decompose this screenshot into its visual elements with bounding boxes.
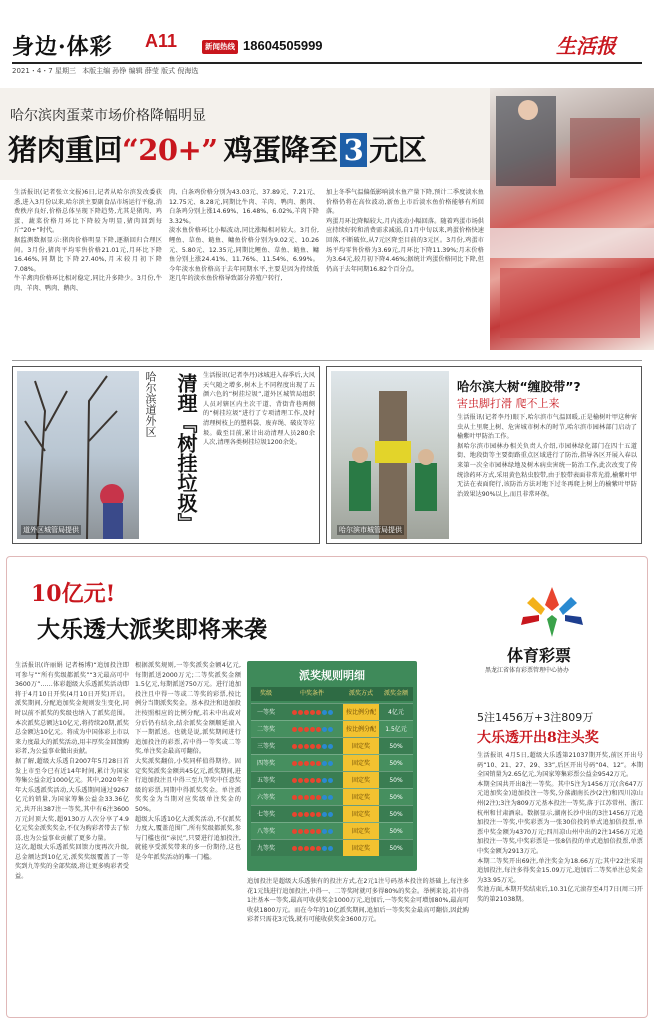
prize-amount: 50% — [389, 777, 403, 784]
belt-photo — [331, 371, 449, 539]
ball-icon — [292, 812, 297, 817]
ball-icon — [292, 829, 297, 834]
lotto-title-b: 大乐透大派奖即将来袭 — [37, 616, 267, 643]
prize-method: 按比例分配 — [343, 704, 379, 720]
prize-method: 固定奖 — [343, 738, 379, 754]
ball-icon — [316, 795, 321, 800]
sports-lottery-brand: 体育彩票 — [507, 646, 572, 665]
lotto-column-1: 生活报讯(许丽娟 记者杨博)“追加投注即可参与”“所有奖级都派奖”“3元最高可中3600万”……体彩超级大乐透派奖活动即将于4月10日开奖(4月10日开奖)开启。派奖期间,分配追加奖金规则发生变化,同时以前不派奖的奖级也纳入了派奖范围。本次派奖总额达10亿元,将持续20期,派奖总金额达10亿元。将成为中国体彩上市以来力度最大的派奖活动,用丰厚奖金回馈购彩者,为公益事业做出贡献。 据了解,超级大乐透自2007年5月28日首发上市至今已有近14年时间,累计为国家筹集公益金近1000亿元。其中,2020年全年大乐透派奖活动,大乐透期间通过9267亿元的销量,为国家筹集公益金33.36亿元,共开出387注一等奖,其中有6注3600万元封顶大奖,超9130万人次分享了4.9亿元奖金派奖奖金,不仅为购彩者带去了惊喜,也为公益事业贡献了更多力量。 这次,超级大乐透派奖回馈力度再次升级,总金额达到10亿元,派奖奖级覆盖了一等奖到九等奖的全部奖级,将让更多购彩者受益。 — [15, 662, 129, 881]
lotto-section — [6, 556, 648, 1018]
ball-icon — [316, 744, 321, 749]
prize-table-header — [251, 687, 413, 701]
header-method: 派奖方式 — [348, 690, 373, 697]
tree-photo — [17, 371, 139, 539]
lead-column-2: 肉、白条鸡价格分别为43.03元、37.89元、7.21元、12.75元、8.28元,同期比牛肉、羊肉、鸭肉、鹅肉、白条鸡分别上涨14.69%、16.48%、6.02%,羊肉下降3.32%。 淡水鱼价格环比小幅波动,同比涨幅相对较大。3月份,鲤鱼、草鱼、鲢鱼、鳙鱼价格分别为9.02元、10.26元、5.80元、12.35元,同期比鲤鱼、草鱼、鲢鱼、鳙鱼分别上涨24.41%、11.76%、11.54%、6.99%。今年淡水鱼价格高于去年同期水平,主要是因为持续低迷几年的淡水鱼价格导致部分养殖户转行, — [169, 189, 319, 283]
header-amount: 派奖金额 — [383, 690, 408, 697]
ball-icon — [328, 744, 333, 749]
ball-icon — [292, 846, 297, 851]
headline-part-yuan: 元区 — [369, 133, 427, 167]
prize-condition-balls — [281, 738, 343, 754]
ball-icon — [310, 812, 315, 817]
ball-icon — [292, 727, 297, 732]
belt-subtitle: 害虫脚打滑 爬不上来 — [457, 397, 560, 410]
ball-icon — [316, 812, 321, 817]
ball-icon — [328, 846, 333, 851]
tree-title — [163, 373, 197, 533]
prize-amount: 50% — [389, 794, 403, 801]
prize-condition-balls — [281, 721, 343, 737]
sports-lottery-logo-icon — [507, 581, 597, 641]
ball-icon — [328, 829, 333, 834]
ball-icon — [328, 795, 333, 800]
ball-icon — [322, 778, 327, 783]
tree-story — [12, 366, 320, 544]
ball-icon — [322, 744, 327, 749]
prize-method: 固定奖 — [343, 806, 379, 822]
prize-row — [251, 720, 413, 737]
ball-icon — [310, 761, 315, 766]
belt-title: 哈尔滨大树“缠胶带”? — [457, 379, 581, 394]
hotline-label: 新闻热线 — [205, 42, 235, 51]
prize-method: 固定奖 — [343, 823, 379, 839]
ball-icon — [298, 778, 303, 783]
ball-icon — [322, 829, 327, 834]
prize-amount: 1.5亿元 — [385, 726, 407, 733]
prize-method: 固定奖 — [343, 789, 379, 805]
prize-amount: 50% — [389, 845, 403, 852]
divider-1 — [12, 360, 642, 361]
prize-amount: 50% — [389, 760, 403, 767]
ball-icon — [310, 727, 315, 732]
ball-icon — [292, 744, 297, 749]
section-title: 身边·体彩 — [12, 34, 113, 60]
belt-story — [326, 366, 642, 544]
market-photo-graphic — [490, 88, 654, 350]
ball-icon — [298, 829, 303, 834]
prize-amount: 50% — [389, 743, 403, 750]
header-level: 奖级 — [259, 690, 272, 697]
ball-icon — [304, 778, 309, 783]
ball-icon — [316, 727, 321, 732]
prize-amount: 4亿元 — [388, 709, 404, 716]
editor-text: 本版主编 孙铮 编辑 薛莹 版式 倪海选 — [82, 67, 199, 75]
draw-kicker: 5注1456万+3注809万 — [477, 711, 594, 724]
headline-part-eggs: 鸡蛋降至 — [223, 133, 338, 167]
prize-amount: 50% — [389, 828, 403, 835]
belt-body: 生活报讯(记者李丹)眼下,哈尔滨市气温回暖,正是榆树叶甲这种害虫从土里爬上树、危害城市树木的时节,哈尔滨市园林部门启动了榆紫叶甲防治工作。 据哈尔滨市园林办相关负责人介绍,市园林绿化部门在四十五道街、地段街等主要街路重点区域进行了防治,指导各区开展入春以来第一次全市园林绿地及树木病虫害统一防治工作,此次改变了传统涂药环方式,采用黄色粘虫胶带,由于胶带表面非常光滑,榆紫叶甲无法在表面爬行,该防治方法对地下过冬再爬上树上的榆紫叶甲防治效果达90%以上,而且非常环保。 — [457, 414, 637, 498]
lotto-column-2: 根据派奖规则,一等奖派奖金额4亿元,每期派送2000万元;二等奖派奖金额1.5亿元,每期派送750万元。进行追加投注且中得一等或二等奖的彩票,按比例分当期派奖奖金。基本投注和追加投注按照相应的比例分配,若未中出或对分后仍有结余,结余派奖金额顺延滚入下一期派送。也就是说,派奖期间进行追加投注的彩票,若中得一等奖或二等奖,单注奖金最高可翻倍。 大奖派奖翻倍,小奖同样值得期待。固定奖奖派奖金额共45亿元,派奖期间,进行追加投注且中得三至九等奖中任意奖级的彩票,同期中得派奖奖金。单注派奖奖金为当期对应奖级单注奖金的50%。 超级大乐透10亿大派奖活动,不仅派奖力度大,覆盖范围广,所有奖级都派奖,参与门槛也很“亲民”,只要进行追加投注,就能享受派奖带来的多一份期待,这也是今年派奖活动的唯一门槛。 — [135, 662, 241, 861]
ball-icon — [316, 829, 321, 834]
lead-column-1: 生活报讯(记者张立文报)6日,记者从哈尔滨发改委获悉,进入3月份以来,哈尔滨主要副食品市场运行平稳,消费秩序良好,价格总体呈现下降趋势,尤其是猪肉、鸡蛋、蔬菜价格月环比下降较为明显,猪肉回到每斤“20+”时代。 据监测数据显示:猪肉价格明显下降,逐渐回归合理区间。3月份,猪肉平均零售价格21.01元,月环比下降16.46%,同期比下降27.40%,月末较月初下降7.08%。 牛羊禽肉价格环比相对稳定,同比升多降少。3月份,牛肉、羊肉、鸭肉、鹅肉、 — [14, 189, 162, 292]
lead-kicker: 哈尔滨肉蛋菜市场价格降幅明显 — [10, 108, 206, 124]
ball-icon — [298, 846, 303, 851]
ball-icon — [322, 727, 327, 732]
ball-icon — [292, 795, 297, 800]
prize-row — [251, 839, 413, 856]
prize-method: 按比例分配 — [343, 721, 379, 737]
prize-row — [251, 822, 413, 839]
ball-icon — [328, 727, 333, 732]
ball-icon — [310, 829, 315, 834]
ball-icon — [322, 812, 327, 817]
ball-icon — [304, 812, 309, 817]
paper-logo: 生活报 — [556, 34, 616, 58]
lotto-column-3: 追加投注是超级大乐透独有的投注方式,在2元1注号码基本投注的基础上,每注多花1元钱进行追加投注,中得一、二等奖时就可多得80%的奖金。举例来说,若中得1注基本一等奖,最高可收获奖金1000万元,追加后,一等奖奖金可增加80%,最高可收获1800万元。而在今年的10亿派奖期间,追加后一等奖奖金最高可翻倍,因此购彩者只需花3元钱,就有可能收获奖金3600万元。 — [247, 878, 469, 924]
market-photo — [490, 88, 654, 350]
tree-body: 生活报讯(记者李丹)冰城进入春季后,大风天气随之增多,树木上不同程度出现了五颜六色的“树挂垃圾”,道外区城管局组织人员对辖区内主次干道、背街背巷两侧的“树挂垃圾”进行了专项清理工作,及时清理树枝上的塑料袋、废弃绳、破皮等垃圾。截至目前,累计出动清理人员280余人次,清理各类树挂垃圾1200余处。 — [203, 372, 315, 447]
prize-condition-balls — [281, 806, 343, 822]
belt-photo-graphic — [331, 371, 449, 539]
prize-method: 固定奖 — [343, 840, 379, 856]
prize-row — [251, 771, 413, 788]
ball-icon — [316, 846, 321, 851]
ball-icon — [310, 795, 315, 800]
tree-photo-graphic — [17, 371, 139, 539]
ball-icon — [298, 812, 303, 817]
ball-icon — [304, 727, 309, 732]
ball-icon — [322, 761, 327, 766]
prize-level: 三等奖 — [256, 743, 275, 750]
ball-icon — [316, 778, 321, 783]
ball-icon — [298, 761, 303, 766]
ball-icon — [292, 778, 297, 783]
tree-photo-credit: 道外区城管局提供 — [23, 526, 79, 534]
prize-level: 六等奖 — [256, 794, 275, 801]
ball-icon — [292, 761, 297, 766]
prize-level: 四等奖 — [256, 760, 275, 767]
prize-level: 八等奖 — [256, 828, 275, 835]
lead-story — [0, 88, 654, 358]
prize-condition-balls — [281, 755, 343, 771]
prize-level: 五等奖 — [256, 777, 275, 784]
ball-icon — [328, 710, 333, 715]
tree-title-a: 清理 — [174, 373, 198, 413]
ball-icon — [322, 846, 327, 851]
ball-icon — [298, 727, 303, 732]
prize-level: 二等奖 — [256, 726, 275, 733]
prize-table — [247, 661, 417, 871]
prize-row — [251, 805, 413, 822]
prize-table-body — [251, 703, 413, 856]
prize-table-title: 派奖规则明细 — [299, 669, 365, 682]
lotto-title-a: 10亿元! — [31, 581, 116, 607]
date-text: 2021・4・7 星期三 — [12, 67, 76, 75]
ball-icon — [310, 846, 315, 851]
draw-body: 生活报讯 4月5日,超级大乐透第21037期开奖,前区开出号码“10、21、27、29、33”,后区开出号码“04、12”。本期全国销量为2.65亿元,为国家筹集彩票公益金9542万元。 本期全国共开出8注一等奖。其中5注为1456万元(含647万元追加奖金)追加投注一等奖,分落湖南长沙(2注)和四川凉山州(2注);3注为809万元基本投注一等奖,落于江苏常州、浙江杭州和甘肃酒泉。数据显示,湖南长沙中出的3注1456万元追加投注一等奖,中奖彩票为一张30倍投的单式追加倍投票,单票中奖金额为4370万元;四川凉山州中出的2注1456万元追加投注一等奖,中奖彩票是一张8倍投的单式追加倍投票,单票中奖金额为2913万元。 本期二等奖开出69注,单注奖金为18.66万元;其中22注采用追加投注,每注多得奖金15.09万元,追加后二等奖单注总奖金为33.95万元。 奖池方面,本期开奖结束后,10.31亿元滚存至4月7日(周三)开奖的第21038期。 — [477, 752, 643, 903]
ball-icon — [292, 710, 297, 715]
dateline — [12, 66, 198, 76]
headline-part-20: “20+” — [122, 133, 218, 167]
ball-icon — [310, 778, 315, 783]
prize-condition-balls — [281, 704, 343, 720]
headline-part-3: 3 — [340, 133, 368, 167]
prize-level: 一等奖 — [256, 709, 275, 716]
lead-headline — [8, 128, 426, 169]
hotline-badge — [202, 40, 238, 54]
prize-method: 固定奖 — [343, 772, 379, 788]
masthead-rule — [12, 62, 642, 64]
prize-row — [251, 754, 413, 771]
prize-method: 固定奖 — [343, 755, 379, 771]
ball-icon — [304, 761, 309, 766]
ball-icon — [310, 710, 315, 715]
prize-level: 九等奖 — [256, 845, 275, 852]
tree-title-b: 『树挂垃圾』 — [174, 413, 198, 533]
prize-row — [251, 737, 413, 754]
tree-vertical-sub: 哈尔滨道外区 — [144, 371, 157, 437]
ball-icon — [304, 710, 309, 715]
prize-level: 七等奖 — [256, 811, 275, 818]
ball-icon — [328, 778, 333, 783]
prize-amount: 50% — [389, 811, 403, 818]
ball-icon — [328, 761, 333, 766]
ball-icon — [310, 744, 315, 749]
ball-icon — [304, 829, 309, 834]
ball-icon — [316, 761, 321, 766]
lead-column-3: 加上冬季气温偏低影响淡水鱼产量下降,预计二季度淡水鱼价格仍将在高位波动,新鱼上市后淡水鱼价格能够有所回落。 鸡蛋月环比降幅较大,月内波动小幅回落。随着鸡蛋市场供应持续好转和消费需求减弱,自1月中旬以来,鸡蛋价格快速回落,不断破位,从7元区降至目前的3元区。3月份,鸡蛋市场平均零售价格为3.69元,月环比下降11.39%;月末价格为3.64元,较月初下降4.46%;据统计鸡蛋价格同比下降,但仍高于去年同期16.82个百分点。 — [326, 189, 484, 273]
ball-icon — [322, 795, 327, 800]
ball-icon — [316, 710, 321, 715]
sports-lottery-sub: 黑龙江省体育彩票管理中心协办 — [485, 667, 570, 674]
prize-condition-balls — [281, 772, 343, 788]
ball-icon — [328, 812, 333, 817]
ball-icon — [322, 710, 327, 715]
prize-condition-balls — [281, 823, 343, 839]
masthead — [0, 0, 654, 75]
hotline-number: 18604505999 — [243, 38, 323, 53]
belt-photo-credit: 哈尔滨市城管局提供 — [339, 526, 402, 534]
header-condition: 中奖条件 — [299, 690, 324, 697]
page-number: A11 — [145, 31, 178, 51]
draw-headline: 大乐透开出8注头奖 — [477, 730, 599, 746]
prize-condition-balls — [281, 789, 343, 805]
headline-part-pork: 猪肉重回 — [8, 133, 123, 167]
prize-condition-balls — [281, 840, 343, 856]
prize-row — [251, 788, 413, 805]
ball-icon — [304, 846, 309, 851]
prize-row — [251, 703, 413, 720]
ball-icon — [298, 795, 303, 800]
ball-icon — [298, 744, 303, 749]
ball-icon — [298, 710, 303, 715]
ball-icon — [304, 795, 309, 800]
ball-icon — [304, 744, 309, 749]
